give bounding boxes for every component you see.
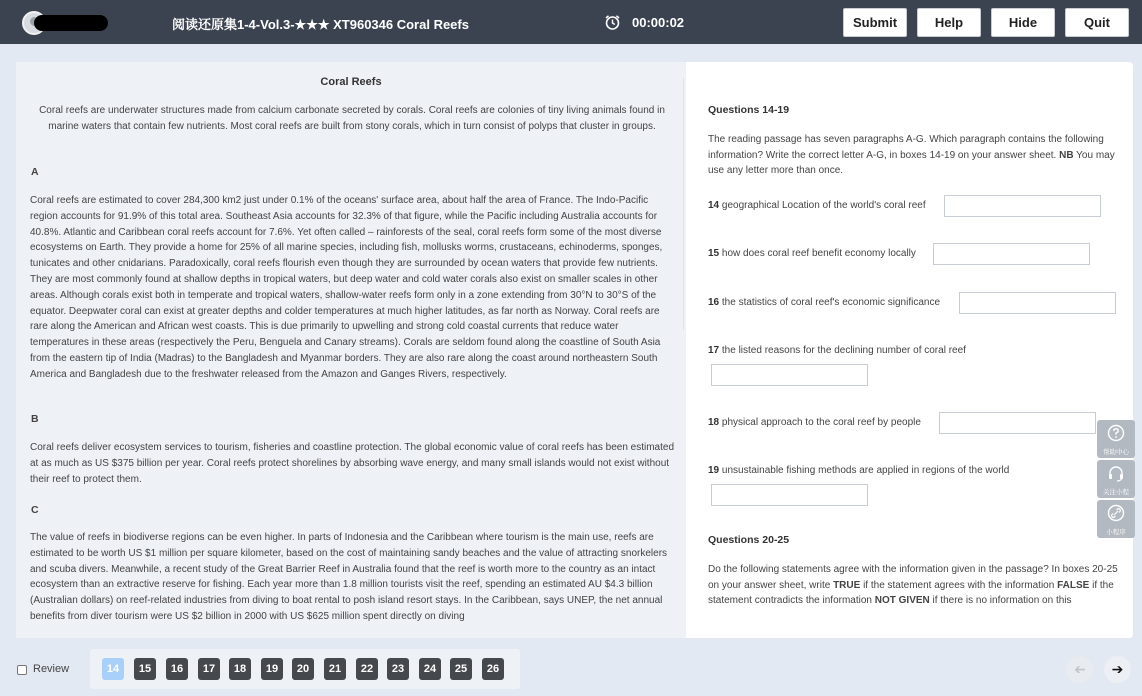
questions-14-19-instruction: The reading passage has seven paragraphs A-G. Which paragraph contains the following information? Write the correct letter A-G, in boxes 14-19 on your answer sheet. NB You may use any letter more than once.: [708, 134, 1115, 177]
hide-button[interactable]: Hide: [991, 8, 1055, 37]
next-question-button[interactable]: [1104, 656, 1131, 683]
answer-input-16[interactable]: [959, 292, 1116, 314]
quit-button[interactable]: Quit: [1065, 8, 1129, 37]
questions-20-25-heading: Questions 20-25: [708, 534, 790, 546]
review-label: Review: [33, 663, 70, 675]
nb-label: NB: [1059, 149, 1074, 161]
question-16: 16 the statistics of coral reef's economic significance: [708, 297, 941, 308]
question-18: 18 physical approach to the coral reef by people: [708, 417, 921, 428]
help-circle-icon: [1107, 424, 1125, 442]
question-nav-25[interactable]: 25: [450, 658, 472, 680]
questions-panel[interactable]: [708, 62, 1128, 638]
headset-icon: [1107, 464, 1125, 482]
arrow-right-icon: ➔: [1111, 661, 1124, 677]
answer-input-17[interactable]: [711, 364, 868, 386]
help-center-widget[interactable]: 帮助中心: [1097, 420, 1135, 458]
paragraph-letter-b: B: [31, 413, 39, 425]
question-nav-18[interactable]: 18: [229, 658, 251, 680]
answer-input-18[interactable]: [939, 412, 1096, 434]
question-nav-17[interactable]: 17: [198, 658, 220, 680]
mini-program-widget[interactable]: 小程序: [1097, 500, 1135, 538]
questions-20-25-instruction: Do the following statements agree with the information given in the passage? In boxes 20-25 on your answer sheet, write TRUE if the statement agrees with the information FALSE if the statement contradicts the information NOT GIVEN if there is no information on this: [708, 564, 1118, 607]
question-14: 14 geographical Location of the world's coral reef: [708, 200, 926, 211]
passage-title: Coral Reefs: [320, 76, 382, 88]
question-nav-15[interactable]: 15: [134, 658, 156, 680]
answer-input-15[interactable]: [933, 243, 1090, 265]
question-nav-21[interactable]: 21: [324, 658, 346, 680]
customer-service-widget[interactable]: 关注小程: [1097, 460, 1135, 498]
link-icon: [1107, 504, 1125, 522]
questions-14-19-heading: Questions 14-19: [708, 104, 790, 116]
submit-button[interactable]: Submit: [843, 8, 907, 37]
panel-divider[interactable]: [683, 78, 684, 330]
answer-input-14[interactable]: [944, 195, 1101, 217]
previous-question-button[interactable]: [1066, 656, 1093, 683]
question-nav-22[interactable]: 22: [356, 658, 378, 680]
reading-passage[interactable]: [16, 62, 686, 638]
question-19: 19 unsustainable fishing methods are applied in regions of the world: [708, 465, 1010, 476]
paragraph-a-text: Coral reefs are estimated to cover 284,300 km2 just under 0.1% of the oceans' surface area, about half the area of France. The Indo-Pacific region accounts for 91.9% of this total area. Southeast Asia accounts for 32.3% of that figure, while the Pacific including Australia accounts for 40.8%. Atlantic and Caribbean coral reefs account for 7.6%. Yet often called – rainforests of the seal, coral reefs form some of the most diverse ecosystems on Earth. They provide a home for 25% of all marine species, including fish, mollusks worms, crustaceans, echinoderms, sponges, tunicates and other cnidarians. Paradoxically, coral reefs flourish even though they are surrounded by ocean waters that provide few nutrients. They are most commonly found at shallow depths in tropical waters, but deep water and cold water corals also exist on smaller scales in other areas. Although corals exist both in temperate and tropical waters, shallow-water reefs form only in a zone extending from 30°N to 30°S of the equator. Deepwater coral can exist at greater depths and colder temperatures at much higher latitudes, as far north as Norway. Coral reefs are rare along the American and African west coasts. This is due primarily to upwelling and strong cold coastal currents that reduce water temperatures in these areas (respectively the Peru, Benguela and Canary streams). Corals are seldom found along the coastline of South Asia from the eastern tip of India (Madras) to the Bangladesh and Myanmar borders. They are also rare along the coast around northeastern South America and Bangladesh due to the freshwater released from the Amazon and Ganges Rivers, respectively.: [30, 195, 663, 380]
top-bar: [0, 0, 1142, 44]
alarm-clock-icon: [604, 14, 621, 31]
question-15: 15 how does coral reef benefit economy locally: [708, 248, 916, 259]
question-nav-14[interactable]: 14: [102, 658, 124, 680]
review-checkbox[interactable]: [17, 665, 27, 675]
arrow-left-icon: ➔: [1073, 661, 1086, 677]
question-nav-16[interactable]: 16: [166, 658, 188, 680]
question-nav-19[interactable]: 19: [261, 658, 283, 680]
paragraph-b-text: Coral reefs deliver ecosystem services to tourism, fisheries and coastline protection. The global economic value of coral reefs has been estimated at as much as US $375 billion per year. Coral reefs protect shorelines by absorbing wave energy, and many small islands would not exist without their reef to protect them.: [30, 442, 675, 485]
question-nav-20[interactable]: 20: [292, 658, 314, 680]
paragraph-c-text: The value of reefs in biodiverse regions can be even higher. In parts of Indonesia and the Caribbean where tourism is the main use, reefs are estimated to be worth US $1 million per square kilometer, based on the cost of maintaining sandy beaches and the value of attracting snorkelers and scuba divers. Meanwhile, a recent study of the Great Barrier Reef in Australia found that the reef is worth more to the country as an intact ecosystem than an extractive reserve for fishing. Each year more than 1.8 million tourists visit the reef, spending an estimated AU $4.3 billion (Australian dollars) on reef-related industries from diving to boat rental to posh island resort stays. In the Caribbean, says UNEP, the net annual benefits from diver tourism were US $2 billion in 2000 with US $625 million spent directly on diving: [30, 532, 668, 622]
timer: 00:00:02: [632, 15, 685, 30]
question-17: 17 the listed reasons for the declining number of coral reef: [708, 345, 966, 356]
question-nav-26[interactable]: 26: [482, 658, 504, 680]
username-redacted: [34, 15, 108, 31]
help-button[interactable]: Help: [917, 8, 981, 37]
question-nav-24[interactable]: 24: [419, 658, 441, 680]
question-nav-23[interactable]: 23: [387, 658, 409, 680]
exam-title: 阅读还原集1-4-Vol.3-★★★ XT960346 Coral Reefs: [172, 17, 469, 32]
answer-input-19[interactable]: [711, 484, 868, 506]
passage-intro: Coral reefs are underwater structures made from calcium carbonate secreted by corals. Coral reefs are colonies of tiny living animals found in marine waters that contain few nutrients. Most coral reefs are built from stony corals, which in turn consist of polyps that cluster in groups.: [39, 105, 665, 132]
paragraph-letter-a: A: [31, 166, 39, 178]
paragraph-letter-c: C: [31, 504, 39, 516]
